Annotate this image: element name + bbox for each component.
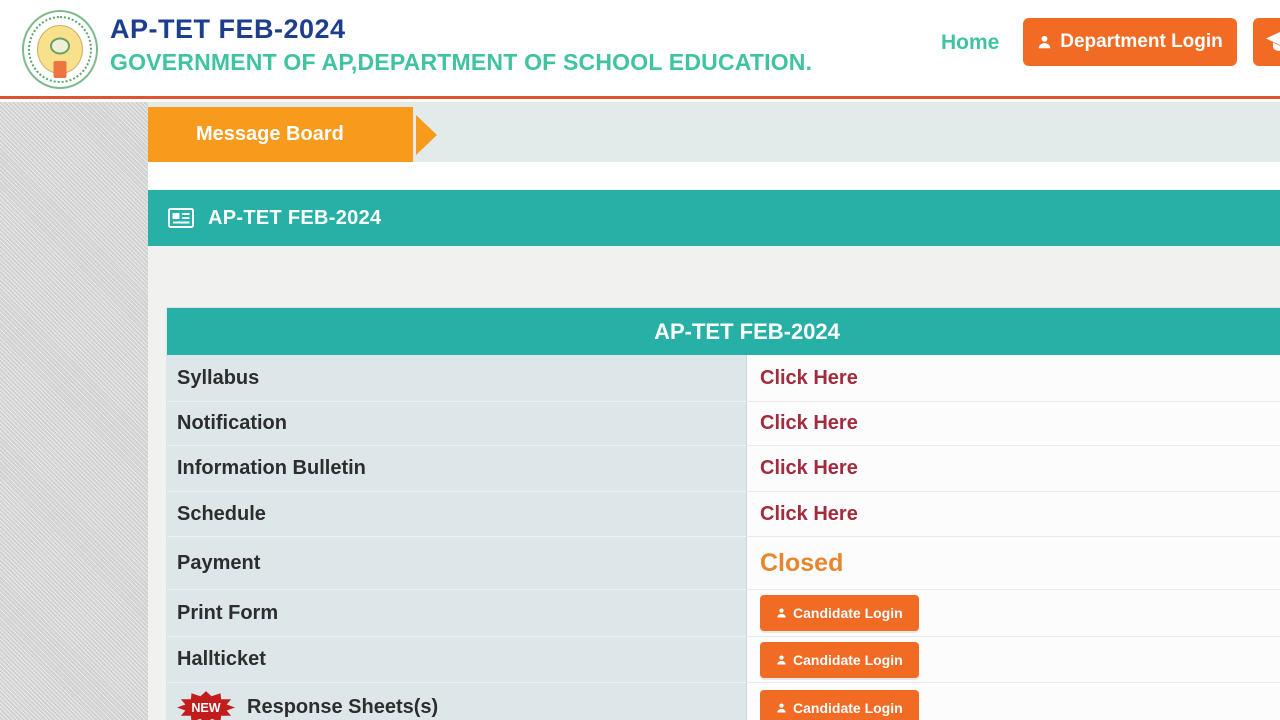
message-board-strip bbox=[148, 102, 1280, 162]
site-subtitle: GOVERNMENT OF AP,DEPARTMENT OF SCHOOL EDUCATION. bbox=[110, 49, 813, 75]
table-row bbox=[167, 446, 1280, 492]
table-row bbox=[167, 492, 1280, 537]
row-label-cell bbox=[167, 683, 747, 720]
row-label-cell bbox=[167, 492, 747, 537]
row-label-cell bbox=[167, 537, 747, 590]
row-label: Hallticket bbox=[177, 648, 266, 670]
row-value-cell bbox=[747, 683, 1280, 720]
person-icon bbox=[776, 702, 787, 714]
candidate-login-label: Candidate Login bbox=[793, 651, 903, 668]
candidate-login-header-button[interactable] bbox=[1253, 18, 1280, 66]
emblem-center bbox=[50, 38, 70, 55]
row-label: Notification bbox=[177, 412, 287, 434]
site-header bbox=[0, 0, 1280, 99]
department-login-label: Department Login bbox=[1060, 31, 1223, 52]
row-value-cell bbox=[747, 537, 1280, 590]
emblem-base bbox=[54, 61, 67, 78]
row-label: Syllabus bbox=[177, 366, 260, 389]
row-value-cell bbox=[747, 402, 1280, 446]
row-value-cell bbox=[747, 637, 1280, 683]
row-link[interactable]: Click Here bbox=[760, 502, 858, 525]
person-icon bbox=[1037, 34, 1052, 50]
row-value-cell bbox=[747, 590, 1280, 637]
row-value-cell bbox=[747, 492, 1280, 537]
info-table-body bbox=[167, 355, 1280, 720]
table-row bbox=[167, 683, 1280, 720]
row-link[interactable]: Click Here bbox=[760, 412, 858, 434]
row-status: Closed bbox=[760, 548, 844, 577]
table-header: AP-TET FEB-2024 bbox=[167, 308, 1280, 355]
candidate-login-button[interactable] bbox=[760, 642, 919, 678]
notice-bar bbox=[148, 190, 1280, 246]
page-background-texture bbox=[0, 102, 148, 720]
spacer bbox=[148, 162, 1280, 190]
row-value-cell bbox=[747, 355, 1280, 402]
row-label-cell bbox=[167, 637, 747, 683]
table-section bbox=[148, 246, 1280, 720]
row-label: Payment bbox=[177, 551, 261, 574]
message-board-label: Message Board bbox=[196, 123, 344, 145]
candidate-login-label: Candidate Login bbox=[793, 699, 903, 716]
row-label-cell bbox=[167, 355, 747, 402]
table-row bbox=[167, 590, 1280, 637]
row-value-cell bbox=[747, 446, 1280, 492]
brand-block bbox=[110, 14, 812, 76]
row-label: Response Sheets(s) bbox=[247, 696, 439, 718]
info-table bbox=[167, 308, 1280, 720]
candidate-login-button[interactable] bbox=[760, 690, 919, 720]
candidate-login-button[interactable] bbox=[760, 595, 919, 631]
table-row bbox=[167, 537, 1280, 590]
graduation-cap-icon bbox=[1265, 31, 1280, 54]
ap-government-emblem bbox=[22, 10, 98, 89]
nav-home-link[interactable]: Home bbox=[941, 31, 1000, 54]
candidate-login-label: Candidate Login bbox=[793, 605, 903, 621]
row-label-cell bbox=[167, 590, 747, 637]
person-icon bbox=[776, 607, 787, 619]
starburst-badge-icon bbox=[177, 691, 235, 720]
person-icon bbox=[776, 654, 787, 666]
newspaper-icon bbox=[168, 208, 194, 228]
row-label: Information Bulletin bbox=[177, 457, 366, 479]
department-login-button[interactable] bbox=[1023, 18, 1237, 66]
row-link[interactable]: Click Here bbox=[760, 366, 858, 389]
message-board-tab[interactable] bbox=[148, 107, 413, 162]
svg-text:NEW: NEW bbox=[191, 700, 221, 715]
row-label: Schedule bbox=[177, 502, 266, 525]
row-link[interactable]: Click Here bbox=[760, 457, 858, 479]
notice-bar-title: AP-TET FEB-2024 bbox=[208, 206, 382, 229]
row-label-cell bbox=[167, 402, 747, 446]
table-row bbox=[167, 402, 1280, 446]
table-row bbox=[167, 637, 1280, 683]
table-row bbox=[167, 355, 1280, 402]
row-label-cell bbox=[167, 446, 747, 492]
site-title: AP-TET FEB-2024 bbox=[110, 14, 346, 44]
row-label: Print Form bbox=[177, 601, 279, 624]
main-content bbox=[148, 102, 1280, 720]
